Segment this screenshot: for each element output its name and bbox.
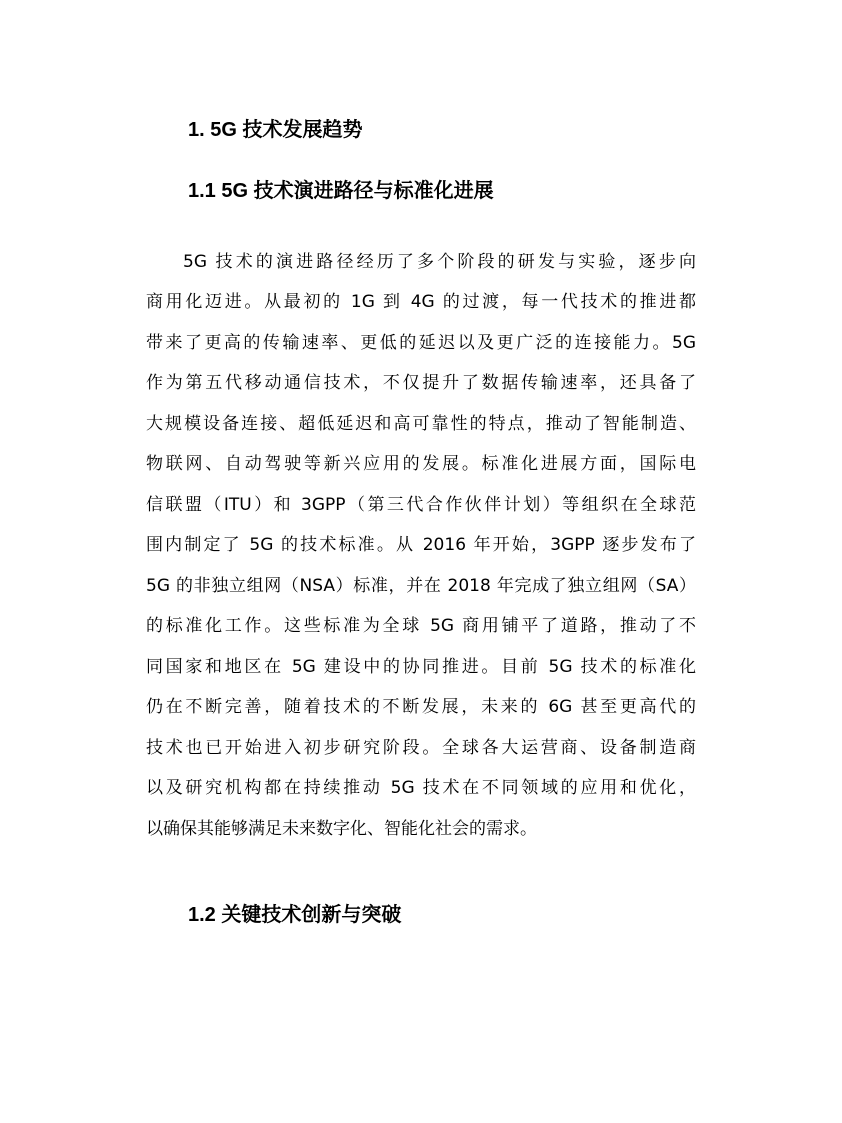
paragraph-line: 5G 的非独立组网（NSA）标准，并在 2018 年完成了独立组网（SA）	[146, 576, 696, 596]
paragraph-line: 物联网、自动驾驶等新兴应用的发展。标准化进展方面，国际电	[146, 454, 696, 474]
paragraph-line: 以及研究机构都在持续推动 5G 技术在不同领域的应用和优化，	[146, 778, 696, 798]
paragraph-line: 围内制定了 5G 的技术标准。从 2016 年开始，3GPP 逐步发布了	[146, 535, 696, 555]
paragraph-line: 作为第五代移动通信技术，不仅提升了数据传输速率，还具备了	[146, 373, 696, 393]
paragraph-line: 仍在不断完善，随着技术的不断发展，未来的 6G 甚至更高代的	[146, 697, 696, 717]
section-heading-1: 1. 5G 技术发展趋势	[188, 119, 363, 141]
paragraph-line: 5G 技术的演进路径经历了多个阶段的研发与实验，逐步向	[183, 252, 696, 272]
paragraph-line: 的标准化工作。这些标准为全球 5G 商用铺平了道路，推动了不	[146, 616, 696, 636]
paragraph-line: 信联盟（ITU）和 3GPP（第三代合作伙伴计划）等组织在全球范	[146, 495, 696, 515]
subsection-heading-1-1: 1.1 5G 技术演进路径与标准化进展	[188, 180, 494, 202]
paragraph-line: 大规模设备连接、超低延迟和高可靠性的特点，推动了智能制造、	[146, 414, 696, 434]
paragraph-line: 以确保其能够满足未来数字化、智能化社会的需求。	[146, 819, 537, 839]
paragraph-line: 技术也已开始进入初步研究阶段。全球各大运营商、设备制造商	[146, 738, 696, 758]
paragraph-line: 带来了更高的传输速率、更低的延迟以及更广泛的连接能力。5G	[146, 333, 696, 353]
paragraph-line: 同国家和地区在 5G 建设中的协同推进。目前 5G 技术的标准化	[146, 657, 696, 677]
paragraph-line: 商用化迈进。从最初的 1G 到 4G 的过渡，每一代技术的推进都	[146, 292, 696, 312]
subsection-heading-1-2: 1.2 关键技术创新与突破	[188, 904, 402, 926]
